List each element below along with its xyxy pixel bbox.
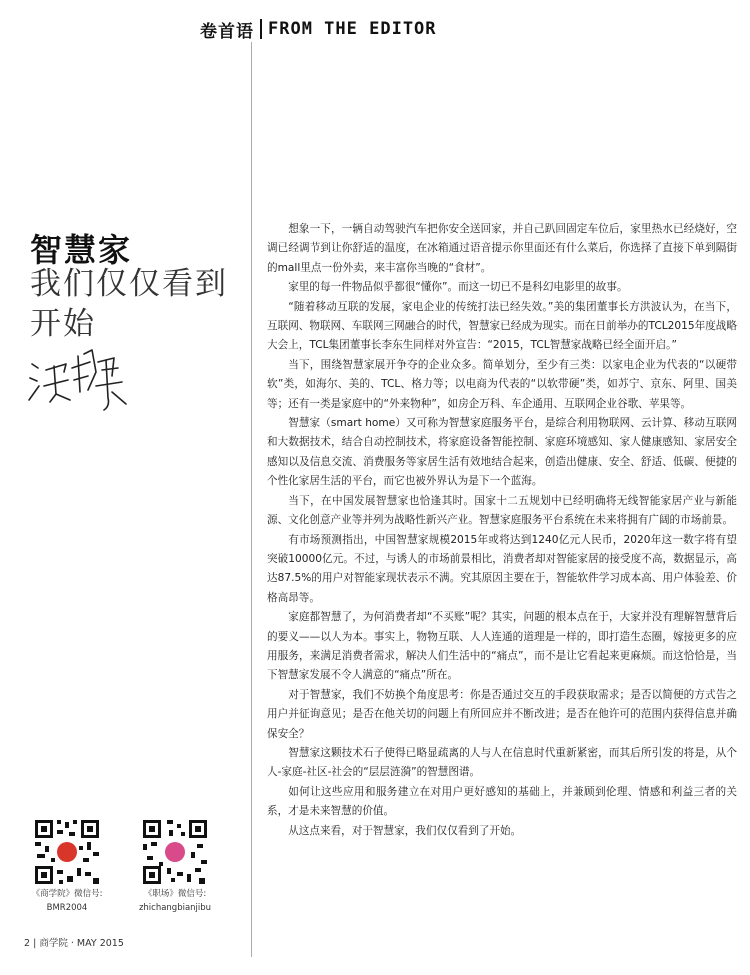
qr-code-icon [33,818,101,886]
qr-logo-badge [57,842,77,862]
article-paragraph: 当下，围绕智慧家展开争夺的企业众多。简单划分，至少有三类：以家电企业为代表的“以硬带软”类，如海尔、美的、TCL、格力等；以电商为代表的“以软带硬”类，如苏宁、京东、阿里、国美等；还有一类是家庭中的“外来物种”，如房企万科、车企通用、互联网企业谷歌、苹果等。 [267,358,737,410]
qr-account: zhichangbianjibu [138,903,212,913]
qr-code-icon [141,818,209,886]
section-header [200,16,620,42]
footer-dot: · [70,938,74,949]
qr-block-business-school [22,818,112,914]
article-paragraph: 有市场预测指出，中国智慧家规模2015年或将达到1240亿元人民币，2020年这一数字将有望突破10000亿元。不过，与诱人的市场前景相比，消费者却对智能家居的接受度不高，数据显示，高达87.5%的用户对智能家现状表示不满。究其原因主要在于，智能软件学习成本高、用户体验差、价格高昂等。 [267,533,737,604]
article-paragraph: 想象一下，一辆自动驾驶汽车把你安全送回家，并自己趴回固定车位后，家里热水已经烧好，空调已经调节到让你舒适的温度，在冰箱通过语音提示你里面还有什么菜后，你选择了直接下单到隔街的mall里点一份外卖，来丰富你当晚的“食材”。 [267,223,737,274]
article-paragraph: 智慧家（smart home）又可称为智慧家庭服务平台，是综合利用物联网、云计算、移动互联网和大数据技术，结合自动控制技术，将家庭设备智能控制、家庭环境感知、家人健康感知、家居安全感知以及信息交流、消费服务等家居生活有效地结合起来，创造出健康、安全、舒适、低碳、便捷的个性化家居生活的平台，而它也被外界认为是下一个蓝海。 [267,417,737,488]
article-paragraph: 家里的每一件物品似乎都很“懂你”。而这一切已不是科幻电影里的故事。 [288,281,628,294]
article-paragraph: 对于智慧家，我们不妨换个角度思考：你是否通过交互的手段获取需求；是否以简便的方式告之用户并征询意见；是否在他关切的问题上有所回应并不断改进；是否在他许可的范围内获得信息并确保安全？ [267,688,737,740]
page-footer [24,935,124,949]
article-subtitle: 我们仅仅看到开始 [30,266,228,342]
qr-label: 《职场》微信号: [143,889,207,899]
column-divider [251,42,252,957]
editor-signature [26,342,136,422]
issue-date: MAY 2015 [76,938,124,949]
section-title-en: FROM THE EDITOR [268,19,437,39]
page-number: 2 [24,938,31,949]
article-paragraph: 如何让这些应用和服务建立在对用户更好感知的基础上，并兼顾到伦理、情感和利益三者的关系，才是未来智慧的价值。 [267,785,737,818]
qr-account: BMR2004 [46,903,88,913]
qr-block-career [130,818,220,914]
article-title: 智慧家 [30,231,133,269]
publication-name: 商学院 [39,938,68,949]
section-title-cn: 卷首语 [200,21,254,42]
article-paragraph: “随着移动互联的发展，家电企业的传统打法已经失效。”美的集团董事长方洪波认为，在当下，互联网、物联网、车联网三网融合的时代，智慧家已经成为现实。而在日前举办的TCL2015年度战略大会上，TCL集团董事长李东生同样对外宣告：“2015，TCL智慧家战略已经全面开启。” [267,300,737,352]
footer-separator: | [33,938,40,949]
article-paragraph: 当下，在中国发展智慧家也恰逢其时。国家十二五规划中已经明确将无线智能家居产业与新能源、文化创意产业等并列为战略性新兴产业。智慧家庭服务平台系统在未来将拥有广阔的市场前景。 [267,494,737,527]
article-paragraph: 从这点来看，对于智慧家，我们仅仅看到了开始。 [288,824,522,837]
article-paragraph: 家庭都智慧了，为何消费者却“不买账”呢？其实，问题的根本点在于，大家并没有理解智慧背后的要义——以人为本。事实上，物物互联、人人连通的道理是一样的，即打造生态圈，嫁接更多的应用服务，来满足消费者需求，解决人们生活中的“痛点”，而不是让它看起来更麻烦。而这恰恰是，当下智慧家发展不令人满意的“痛点”所在。 [267,611,737,682]
article-body [267,220,737,841]
header-divider [260,19,262,39]
qr-logo-badge [165,842,185,862]
article-paragraph: 智慧家这颗技术石子使得已略显疏离的人与人在信息时代重新紧密，而其后所引发的将是，从个人-家庭-社区-社会的“层层涟漪”的智慧图谱。 [267,746,737,779]
qr-label: 《商学院》微信号: [31,889,103,899]
